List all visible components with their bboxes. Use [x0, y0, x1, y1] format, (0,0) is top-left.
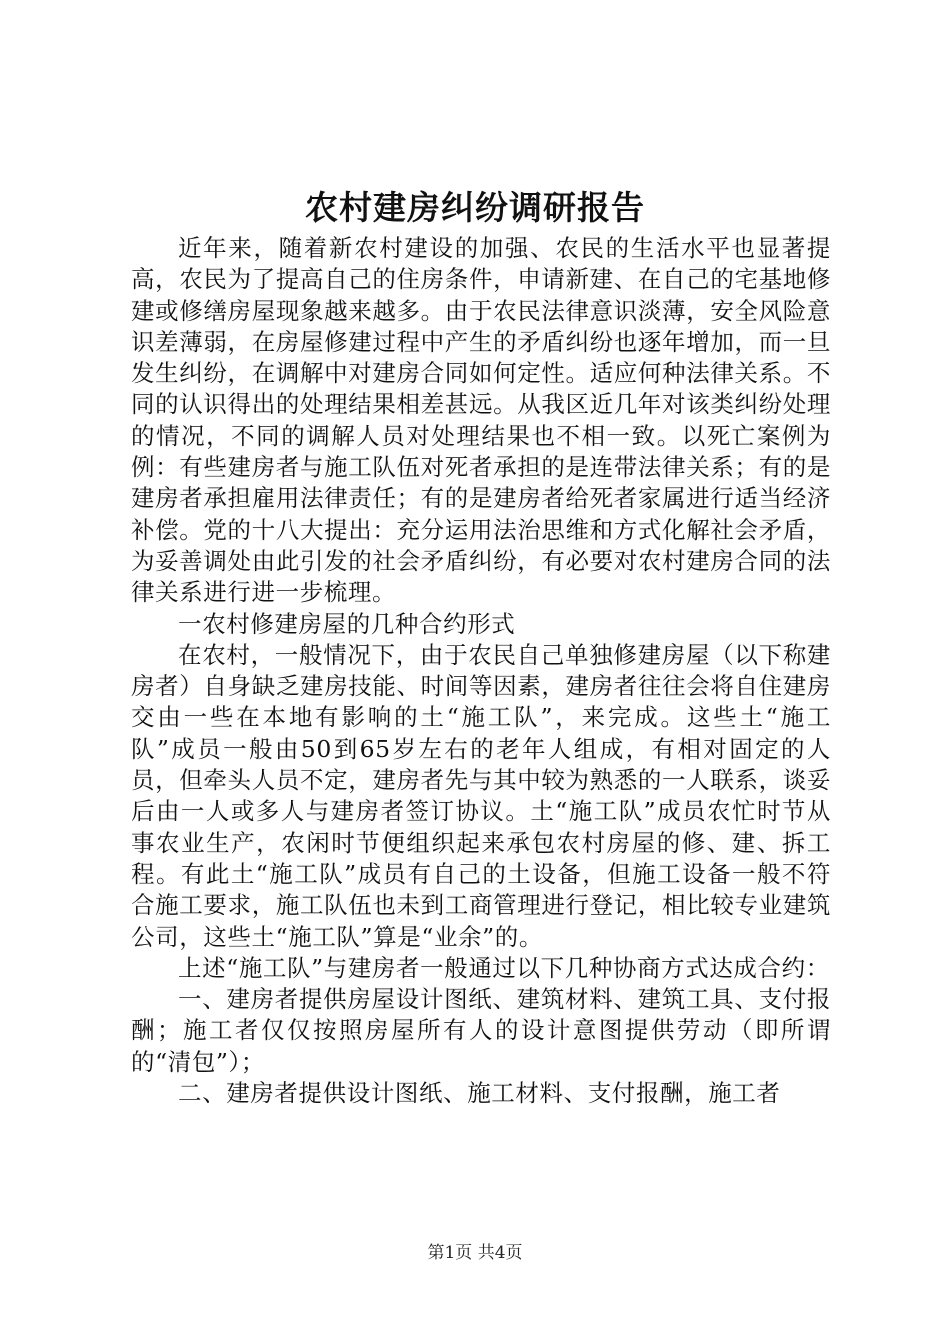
- paragraph-method-one: 一、建房者提供房屋设计图纸、建筑材料、建筑工具、支付报酬；施工者仅仅按照房屋所有人的设计意图提供劳动（即所谓的“清包”）；: [131, 985, 831, 1076]
- paragraph-method-two: 二、建房者提供设计图纸、施工材料、支付报酬，施工者: [178, 1079, 781, 1108]
- document-body: [131, 233, 831, 1109]
- section-heading: 一农村修建房屋的几种合约形式: [178, 609, 516, 638]
- page-number-footer: 第1页 共4页: [427, 1243, 523, 1263]
- paragraph-intro: 近年来，随着新农村建设的加强、农民的生活水平也显著提高，农民为了提高自己的住房条件，申请新建、在自己的宅基地修建或修缮房屋现象越来越多。由于农民法律意识淡薄，安全风险意识差薄弱，在房屋修建过程中产生的矛盾纠纷也逐年增加，而一旦发生纠纷，在调解中对建房合同如何定性。适应何种法律关系。不同的认识得出的处理结果相差甚远。从我区近几年对该类纠纷处理的情况，不同的调解人员对处理结果也不相一致。以死亡案例为例：有些建房者与施工队伍对死者承担的是连带法律关系；有的是建房者承担雇用法律责任；有的是建房者给死者家属进行适当经济补偿。党的十八大提出：充分运用法治思维和方式化解社会矛盾，为妥善调处由此引发的社会矛盾纠纷，有必要对农村建房合同的法律关系进行进一步梳理。: [131, 234, 831, 607]
- paragraph-agreement-intro: 上述“施工队”与建房者一般通过以下几种协商方式达成合约：: [178, 953, 830, 982]
- document-title: 农村建房纠纷调研报告: [305, 188, 645, 227]
- paragraph-construction-teams: 在农村，一般情况下，由于农民自己单独修建房屋（以下称建房者）自身缺乏建房技能、时间等因素，建房者往往会将自住建房交由一些在本地有影响的土“施工队”，来完成。这些土“施工队”成员一般由50到65岁左右的老年人组成，有相对固定的人员，但牵头人员不定，建房者先与其中较为熟悉的一人联系，谈妥后由一人或多人与建房者签订协议。土“施工队”成员农忙时节从事农业生产，农闲时节便组织起来承包农村房屋的修、建、拆工程。有此土“施工队”成员有自己的土设备，但施工设备一般不符合施工要求，施工队伍也未到工商管理进行登记，相比较专业建筑公司，这些土“施工队”算是“业余”的。: [131, 640, 831, 951]
